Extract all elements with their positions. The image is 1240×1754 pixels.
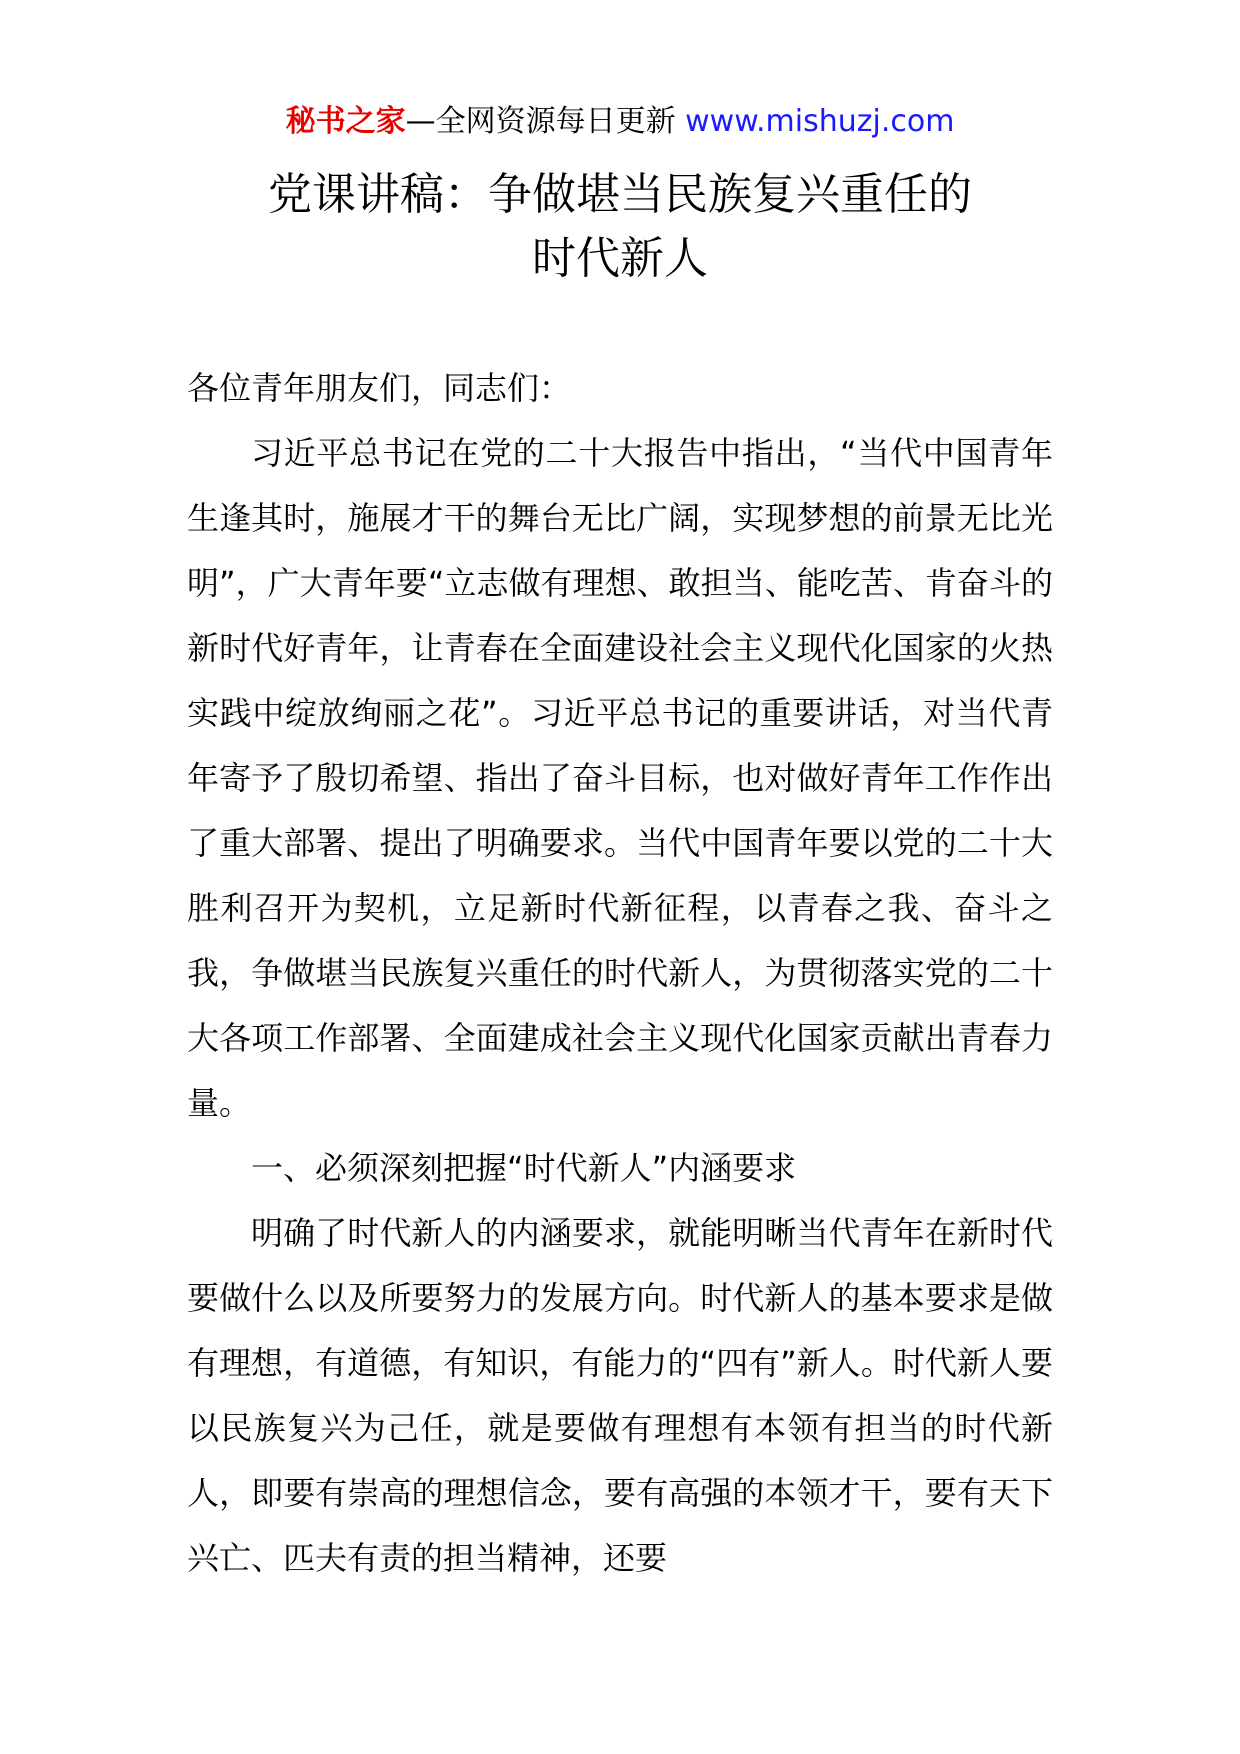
paragraph-intro: 习近平总书记在党的二十大报告中指出，“当代中国青年生逢其时，施展才干的舞台无比广阔，实现梦想的前景无比光明”，广大青年要“立志做有理想、敢担当、能吃苦、肯奋斗的新时代好青年，让青春在全面建设社会主义现代化国家的火热实践中绽放绚丽之花”。习近平总书记的重要讲话，对当代青年寄予了殷切希望、指出了奋斗目标，也对做好青年工作作出了重大部署、提出了明确要求。当代中国青年要以党的二十大胜利召开为契机，立足新时代新征程，以青春之我、奋斗之我，争做堪当民族复兴重任的时代新人，为贯彻落实党的二十大各项工作部署、全面建成社会主义现代化国家贡献出青春力量。 (187, 434, 1053, 1122)
section-heading-1: 一、必须深刻把握“时代新人”内涵要求 (251, 1149, 797, 1187)
site-slogan: —全网资源每日更新 (405, 104, 686, 139)
document-body (187, 356, 1053, 1591)
paragraph-section-1: 明确了时代新人的内涵要求，就能明晰当代青年在新时代要做什么以及所要努力的发展方向。时代新人的基本要求是做有理想，有道德，有知识，有能力的“四有”新人。时代新人要以民族复兴为己任，就是要做有理想有本领有担当的时代新人，即要有崇高的理想信念，要有高强的本领才干，要有天下兴亡、匹夫有责的担当精神，还要 (187, 1214, 1053, 1577)
title-line-1: 党课讲稿：争做堪当民族复兴重任的 (268, 169, 972, 220)
site-header (0, 100, 1240, 144)
site-brand: 秘书之家 (285, 104, 406, 139)
site-url-link[interactable]: www.mishuzj.com (685, 104, 955, 139)
document-title (0, 163, 1240, 291)
title-line-2: 时代新人 (532, 233, 708, 284)
salutation: 各位青年朋友们，同志们： (187, 369, 572, 407)
